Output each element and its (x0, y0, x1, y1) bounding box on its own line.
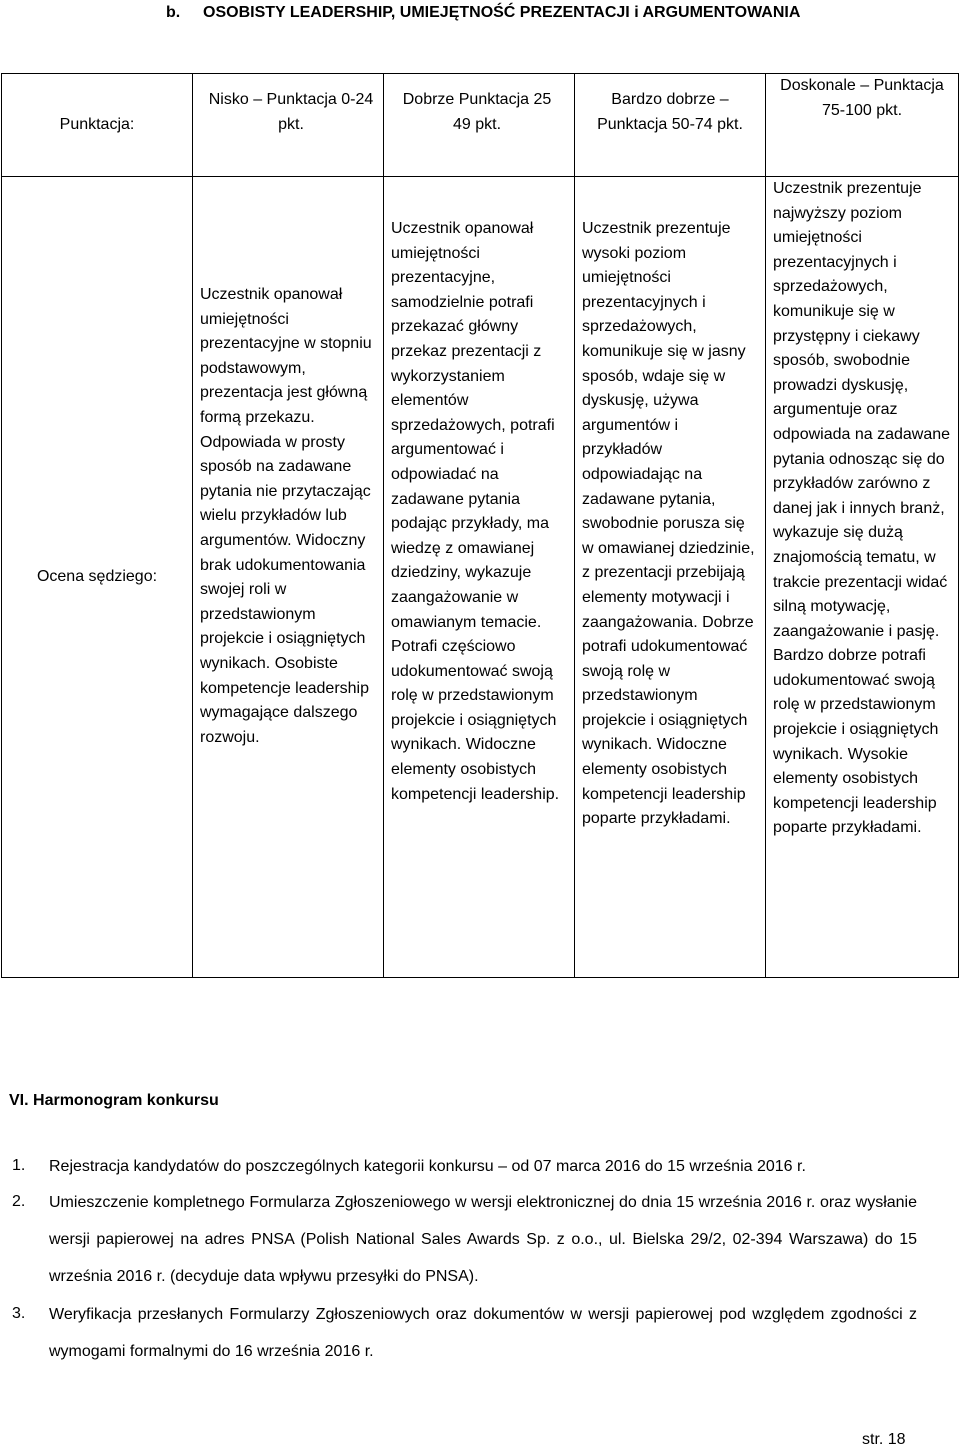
list-item-text: Weryfikacja przesłanych Formularzy Zgłoszeniowych oraz dokumentów w wersji papierowej pod względem zgodności z wymogami formalnymi do 16 września 2016 r. (49, 1306, 917, 1360)
level-header-good (384, 74, 575, 177)
table-row-header (2, 74, 959, 177)
level-header-text: Nisko – Punktacja 0-24 pkt. (208, 91, 374, 133)
harmonogram-title: VI. Harmonogram konkursu (9, 1092, 219, 1109)
level-desc-good (384, 177, 575, 978)
section-heading (0, 0, 960, 30)
level-desc-text: Uczestnik prezentuje wysoki poziom umiejętności prezentacyjnych i sprzedażowych, komunikuje się w jasny sposób, wdaje się w dyskusję, używa argumentów i przykładów odpowiadając na zadawane pytania, swobodnie porusza się w omawianej dziedzinie, z prezentacji przebijają elementy motywacji i zaangażowania. Dobrze potrafi udokumentować swoją rolę w przedstawionym projekcie i osiągniętych wynikach. Widoczne elementy osobistych kompetencji leadership poparte przykładami. (582, 220, 755, 828)
scoring-table (1, 73, 959, 978)
level-header-text: Bardzo dobrze – Punktacja 50-74 pkt. (597, 91, 743, 133)
level-header-text: Dobrze Punktacja 25 49 pkt. (402, 91, 552, 133)
section-title: OSOBISTY LEADERSHIP, UMIEJĘTNOŚĆ PREZENTACJI i ARGUMENTOWANIA (203, 4, 801, 21)
level-header-excellent (766, 74, 959, 177)
page-number: str. 18 (862, 1431, 906, 1448)
level-desc-low (193, 177, 384, 978)
level-header-text: Doskonale – Punktacja 75-100 pkt. (780, 77, 944, 119)
level-header-low (193, 74, 384, 177)
list-item-number: 3. (12, 1305, 26, 1322)
level-header-very-good (575, 74, 766, 177)
list-item-text: Umieszczenie kompletnego Formularza Zgłoszeniowego w wersji elektronicznej do dnia 15 września 2016 r. oraz wysłanie wersji papierowej na adres PNSA (Polish National Sales Awards Sp. z o.o., ul. Bielska 29/2, 02-394 Warszawa) do 15 września 2016 r. (decyduje data wpływu przesyłki do PNSA). (49, 1194, 917, 1285)
row-label-score: Punktacja: (2, 74, 193, 177)
section-letter: b. (166, 4, 181, 21)
table-row-judge (2, 177, 959, 978)
list-item-number: 2. (12, 1193, 26, 1210)
level-desc-text: Uczestnik prezentuje najwyższy poziom umiejętności prezentacyjnych i sprzedażowych, komunikuje się w przystępny i ciekawy sposób, swobodnie prowadzi dyskusję, argumentuje oraz odpowiada na zadawane pytania odnosząc się do przykładów zarówno z danej jak i innych branż, wykazuje się dużą znajomością tematu, w trakcie prezentacji widać silną motywację, zaangażowanie i pasję. Bardzo dobrze potrafi udokumentować swoją rolę w przedstawionym projekcie i osiągniętych wynikach. Wysokie elementy osobistych kompetencji leadership poparte przykładami. (773, 180, 951, 837)
level-desc-text: Uczestnik opanował umiejętności prezentacyjne, samodzielnie potrafi przekazać główny przekaz prezentacji z wykorzystaniem elementów sprzedażowych, potrafi argumentować i odpowiadać na zadawane pytania podając przykłady, ma wiedzę z omawianej dziedziny, wykazuje zaangażowanie w omawianym temacie. Potrafi częściowo udokumentować swoją rolę w przedstawionym projekcie i osiągniętych wynikach. Widoczne elementy osobistych kompetencji leadership. (391, 220, 560, 803)
level-desc-very-good (575, 177, 766, 978)
level-desc-text: Uczestnik opanował umiejętności prezentacyjne w stopniu podstawowym, prezentacja jest główną formą przekazu. Odpowiada w prosty sposób na zadawane pytania nie przytaczając wielu przykładów lub argumentów. Widoczny brak udokumentowania swojej roli w przedstawionym projekcie i osiągniętych wynikach. Osobiste kompetencje leadership wymagające dalszego rozwoju. (200, 286, 372, 746)
level-desc-excellent (766, 177, 959, 978)
row-label-judge: Ocena sędziego: (2, 177, 193, 978)
list-item-text: Rejestracja kandydatów do poszczególnych kategorii konkursu – od 07 marca 2016 do 15 września 2016 r. (49, 1158, 806, 1175)
list-item-number: 1. (12, 1157, 26, 1174)
